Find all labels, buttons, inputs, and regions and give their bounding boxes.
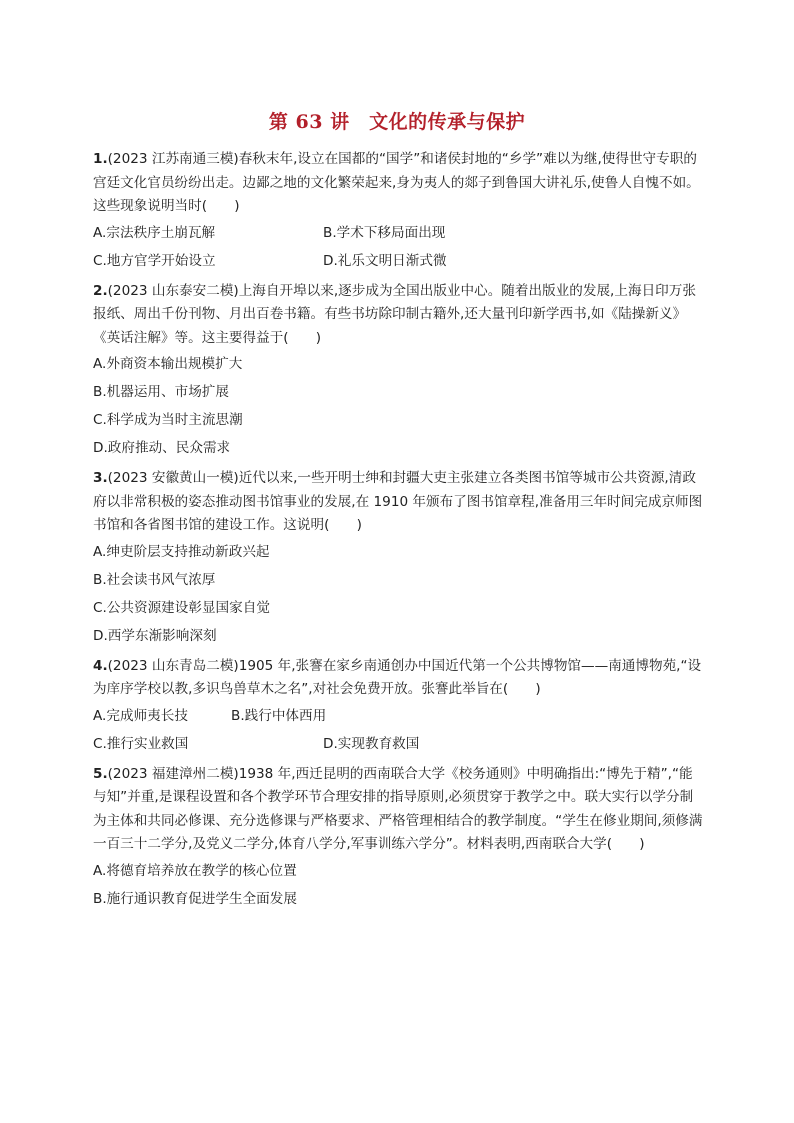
option-a[interactable]: A.宗法秩序土崩瓦解 bbox=[93, 224, 216, 241]
option-b[interactable]: B.学术下移局面出现 bbox=[323, 224, 446, 241]
option-d[interactable]: D.政府推动、民众需求 bbox=[93, 440, 231, 456]
question-4 bbox=[93, 655, 705, 753]
question-text: (2023 福建漳州二模)1938 年,西迁昆明的西南联合大学《校务通则》中明确指出:“博先于精”,“能与知”并重,是课程设置和各个教学环节合理安排的指导原则,必须贯穿于教学之中。联大实行以学分制为主体和共同必修课、充分选修课与严格要求、严格管理相结合的教学制度。“学生在修业期间,须修满一百三十二学分,及党义二学分,体育八学分,军事训练六学分”。材料表明,西南联合大学( ) bbox=[93, 765, 703, 852]
page-title: 第 63 讲 文化的传承与保护 bbox=[268, 111, 526, 133]
option-a[interactable]: A.外商资本输出规模扩大 bbox=[93, 356, 243, 372]
question-stem bbox=[93, 148, 705, 219]
option-a[interactable]: A.完成师夷长技 bbox=[93, 707, 188, 724]
question-stem bbox=[93, 467, 705, 538]
option-row bbox=[93, 735, 705, 753]
question-text: (2023 山东泰安二模)上海自开埠以来,逐步成为全国出版业中心。随着出版业的发展,上海日印万张报纸、周出千份刊物、月出百卷书籍。有些书坊除印制古籍外,还大量刊印新学西书,如《陆操新义》《英话注解》等。这主要得益于( ) bbox=[93, 282, 696, 346]
option-row bbox=[93, 707, 705, 725]
question-2 bbox=[93, 280, 705, 458]
question-1 bbox=[93, 148, 705, 270]
option-row bbox=[93, 252, 705, 270]
question-number: 1. bbox=[93, 151, 108, 167]
option-b[interactable]: B.社会读书风气浓厚 bbox=[93, 571, 216, 588]
option-row bbox=[93, 224, 705, 242]
question-number: 5. bbox=[93, 765, 108, 782]
question-5 bbox=[93, 763, 705, 908]
option-d[interactable]: D.实现教育救国 bbox=[323, 735, 420, 752]
option-b[interactable]: B.践行中体西用 bbox=[231, 707, 327, 724]
question-stem bbox=[93, 763, 705, 857]
option-c[interactable]: C.推行实业救国 bbox=[93, 735, 189, 752]
question-number: 3. bbox=[93, 470, 108, 486]
question-text: (2023 江苏南通三模)春秋末年,设立在国都的“国学”和诸侯封地的“乡学”难以为继,使得世守专职的宫廷文化官员纷纷出走。边鄙之地的文化繁荣起来,身为夷人的郯子到鲁国大讲礼乐,使鲁人自愧不如。这些现象说明当时( ) bbox=[93, 151, 700, 214]
option-a[interactable]: A.绅吏阶层支持推动新政兴起 bbox=[93, 543, 270, 560]
question-3 bbox=[93, 467, 705, 645]
option-c[interactable]: C.地方官学开始设立 bbox=[93, 252, 216, 269]
question-list bbox=[93, 148, 705, 918]
question-text: (2023 安徽黄山一模)近代以来,一些开明士绅和封疆大吏主张建立各类图书馆等城市公共资源,清政府以非常积极的姿态推动图书馆事业的发展,在 1910 年颁布了图书馆章程,准备用三年时间完成京师图书馆和各省图书馆的建设工作。这说明( ) bbox=[93, 470, 703, 533]
option-b[interactable]: B.施行通识教育促进学生全面发展 bbox=[93, 890, 297, 907]
option-a[interactable]: A.将德育培养放在教学的核心位置 bbox=[93, 862, 297, 879]
question-number: 4. bbox=[93, 657, 108, 674]
option-c[interactable]: C.公共资源建设彰显国家自觉 bbox=[93, 599, 270, 616]
option-d[interactable]: D.西学东渐影响深刻 bbox=[93, 627, 217, 644]
question-stem bbox=[93, 655, 705, 702]
question-number: 2. bbox=[93, 282, 108, 299]
option-d[interactable]: D.礼乐文明日渐式微 bbox=[323, 252, 447, 269]
option-b[interactable]: B.机器运用、市场扩展 bbox=[93, 384, 229, 400]
question-text: (2023 山东青岛二模)1905 年,张謇在家乡南通创办中国近代第一个公共博物馆——南通博物苑,“设为庠序学校以教,多识鸟兽草木之名”,对社会免费开放。张謇此举旨在( ) bbox=[93, 657, 702, 697]
option-c[interactable]: C.科学成为当时主流思潮 bbox=[93, 412, 243, 428]
question-stem bbox=[93, 280, 705, 351]
